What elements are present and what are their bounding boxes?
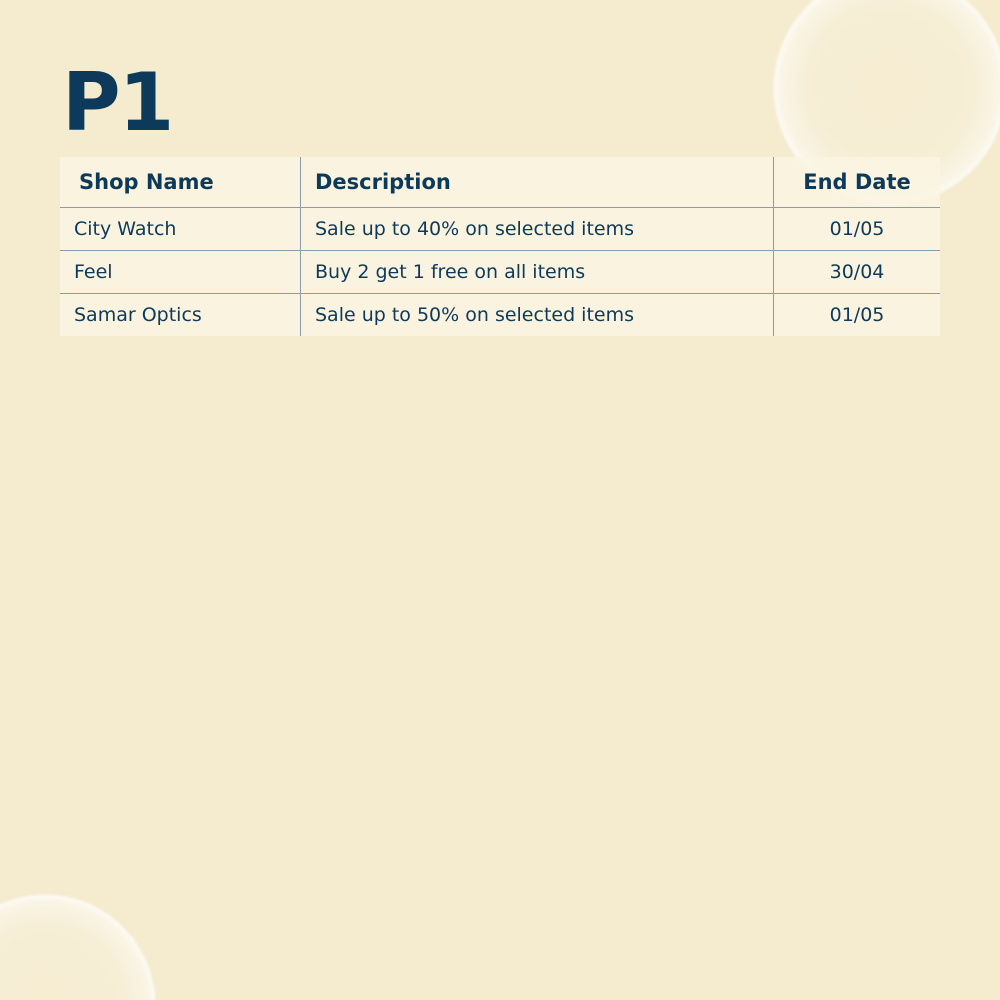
description-cell: Sale up to 50% on selected items: [301, 294, 774, 337]
shop-name-cell: City Watch: [60, 208, 301, 251]
table-row: [60, 294, 940, 337]
table-header-row: [60, 157, 940, 208]
description-cell: Buy 2 get 1 free on all items: [301, 251, 774, 294]
table-row: [60, 251, 940, 294]
end-date-cell: 30/04: [774, 251, 941, 294]
header-description: Description: [301, 157, 774, 208]
header-shop-name: Shop Name: [79, 170, 214, 194]
page-title: P1: [62, 56, 173, 149]
end-date-cell: 01/05: [774, 294, 941, 337]
shop-name-cell: Samar Optics: [60, 294, 301, 337]
offers-table: [60, 157, 940, 336]
shop-name-cell: Feel: [60, 251, 301, 294]
table-row: [60, 208, 940, 251]
end-date-cell: 01/05: [774, 208, 941, 251]
header-end-date: End Date: [774, 157, 941, 208]
description-cell: Sale up to 40% on selected items: [301, 208, 774, 251]
